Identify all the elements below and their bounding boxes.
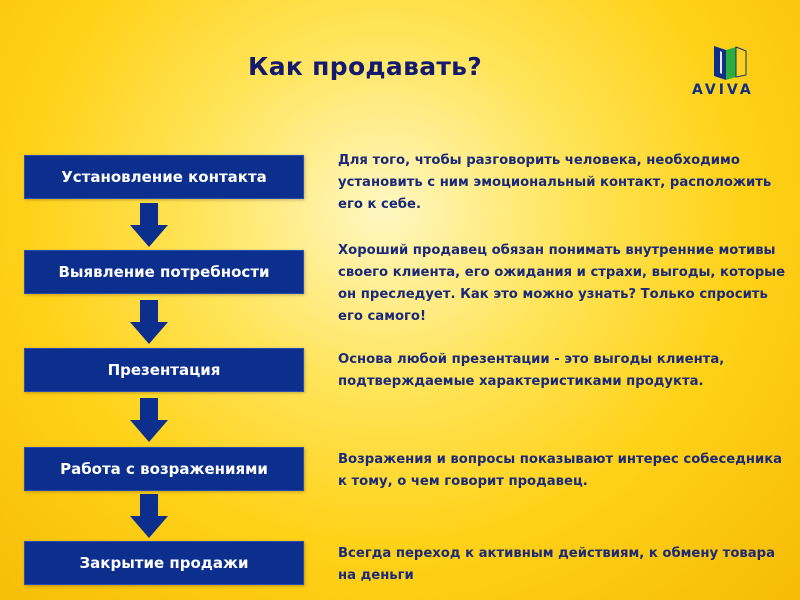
logo-wordmark: AVIVA bbox=[692, 82, 754, 98]
step-identify-needs[interactable] bbox=[24, 250, 304, 294]
step-label: Работа с возражениями bbox=[60, 460, 268, 478]
description-contact: Для того, чтобы разговорить человека, необходимо установить с ним эмоциональный контакт, расположить его к себе. bbox=[338, 153, 772, 212]
down-arrow-icon bbox=[130, 398, 168, 442]
description-presentation: Основа любой презентации - это выгоды клиента, подтверждаемые характеристиками продукта. bbox=[338, 352, 725, 389]
step-label: Установление контакта bbox=[61, 168, 267, 186]
description-objections: Возражения и вопросы показывают интерес собеседника к тому, о чем говорит продавец. bbox=[338, 452, 783, 489]
description-closing: Всегда переход к активным действиям, к обмену товара на деньги bbox=[338, 546, 775, 583]
step-label: Выявление потребности bbox=[58, 263, 270, 281]
aviva-logo bbox=[692, 46, 768, 98]
step-closing-sale[interactable] bbox=[24, 541, 304, 585]
step-establish-contact[interactable] bbox=[24, 155, 304, 199]
step-label: Презентация bbox=[107, 361, 221, 379]
down-arrow-icon bbox=[130, 300, 168, 344]
aviva-flag-icon bbox=[712, 46, 748, 80]
step-label: Закрытие продажи bbox=[79, 554, 249, 572]
slide-title: Как продавать? bbox=[248, 52, 483, 81]
step-presentation[interactable] bbox=[24, 348, 304, 392]
down-arrow-icon bbox=[130, 494, 168, 538]
description-needs: Хороший продавец обязан понимать внутренние мотивы своего клиента, его ожидания и страхи, выгоды, которые он преследует. Как это можно узнать? Только спросить его самого! bbox=[338, 243, 786, 324]
down-arrow-icon bbox=[130, 203, 168, 247]
step-handling-objections[interactable] bbox=[24, 447, 304, 491]
